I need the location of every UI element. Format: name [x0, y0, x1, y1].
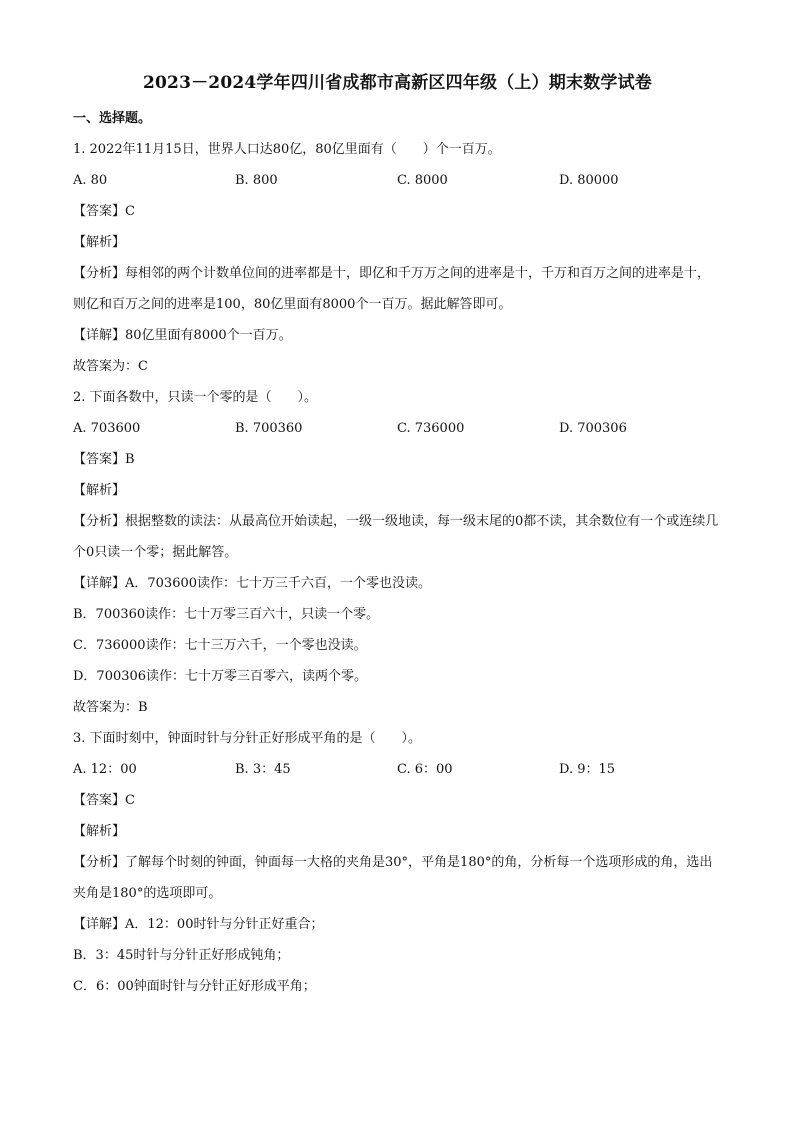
option-a: A. 12：00: [73, 762, 137, 777]
detail-line: 【详解】A．703600读作：七十万三千六百，一个零也没读。: [73, 576, 432, 591]
option-b: B. 800: [235, 173, 278, 188]
question-2-options: [73, 413, 722, 444]
solution-label: 【解析】: [73, 483, 126, 498]
option-d: D. 700306: [559, 421, 627, 436]
detail-line: C．6：00钟面时针与分针正好形成平角；: [73, 979, 316, 994]
analysis-text: 【分析】根据整数的读法：从最高位开始读起，一级一级地读，每一级末尾的0都不读，其余数位有一个或连续几个0只读一个零；据此解答。: [73, 514, 719, 560]
question-3-options: [73, 754, 722, 785]
question-1-options: [73, 165, 722, 196]
detail-line: C．736000读作：七十三万六千，一个零也没读。: [73, 638, 367, 653]
answer-label: 【答案】C: [73, 793, 135, 808]
question-2-stem: 2. 下面各数中，只读一个零的是（ ）。: [73, 390, 318, 405]
section-heading: 一、选择题。: [73, 111, 152, 126]
option-c: C. 8000: [397, 173, 448, 188]
final-answer: 故答案为：C: [73, 359, 148, 374]
answer-label: 【答案】B: [73, 452, 135, 467]
solution-label: 【解析】: [73, 235, 126, 250]
final-answer: 故答案为：B: [73, 700, 148, 715]
question-1-stem: 1. 2022年11月15日，世界人口达80亿，80亿里面有（ ）个一百万。: [73, 142, 501, 157]
option-b: B. 700360: [235, 421, 303, 436]
detail-line: B．3：45时针与分针正好形成钝角；: [73, 948, 290, 963]
detail-line: B．700360读作：七十万零三百六十，只读一个零。: [73, 607, 380, 622]
option-c: C. 6：00: [397, 762, 453, 777]
answer-label: 【答案】C: [73, 204, 135, 219]
option-d: D. 9：15: [559, 762, 616, 777]
solution-label: 【解析】: [73, 824, 126, 839]
option-b: B. 3：45: [235, 762, 291, 777]
page-title: 2023－2024学年四川省成都市高新区四年级（上）期末数学试卷: [142, 73, 653, 93]
option-a: A. 80: [73, 173, 108, 188]
option-a: A. 703600: [73, 421, 141, 436]
question-3-stem: 3. 下面时刻中，钟面时针与分针正好形成平角的是（ ）。: [73, 731, 422, 746]
analysis-text: 【分析】每相邻的两个计数单位间的进率都是十，即亿和千万万之间的进率是十，千万和百万之间的进率是十，则亿和百万之间的进率是100，80亿里面有8000个一百万。据此解答即可。: [73, 266, 711, 312]
detail-line: 【详解】A．12：00时针与分针正好重合；: [73, 917, 324, 932]
analysis-text: 【分析】了解每个时刻的钟面，钟面每一大格的夹角是30°，平角是180°的角，分析每一个选项形成的角，选出夹角是180°的选项即可。: [73, 855, 713, 901]
option-c: C. 736000: [397, 421, 465, 436]
option-d: D. 80000: [559, 173, 619, 188]
detail-line: D．700306读作：七十万零三百零六，读两个零。: [73, 669, 368, 684]
detail-text: 【详解】80亿里面有8000个一百万。: [73, 328, 292, 343]
